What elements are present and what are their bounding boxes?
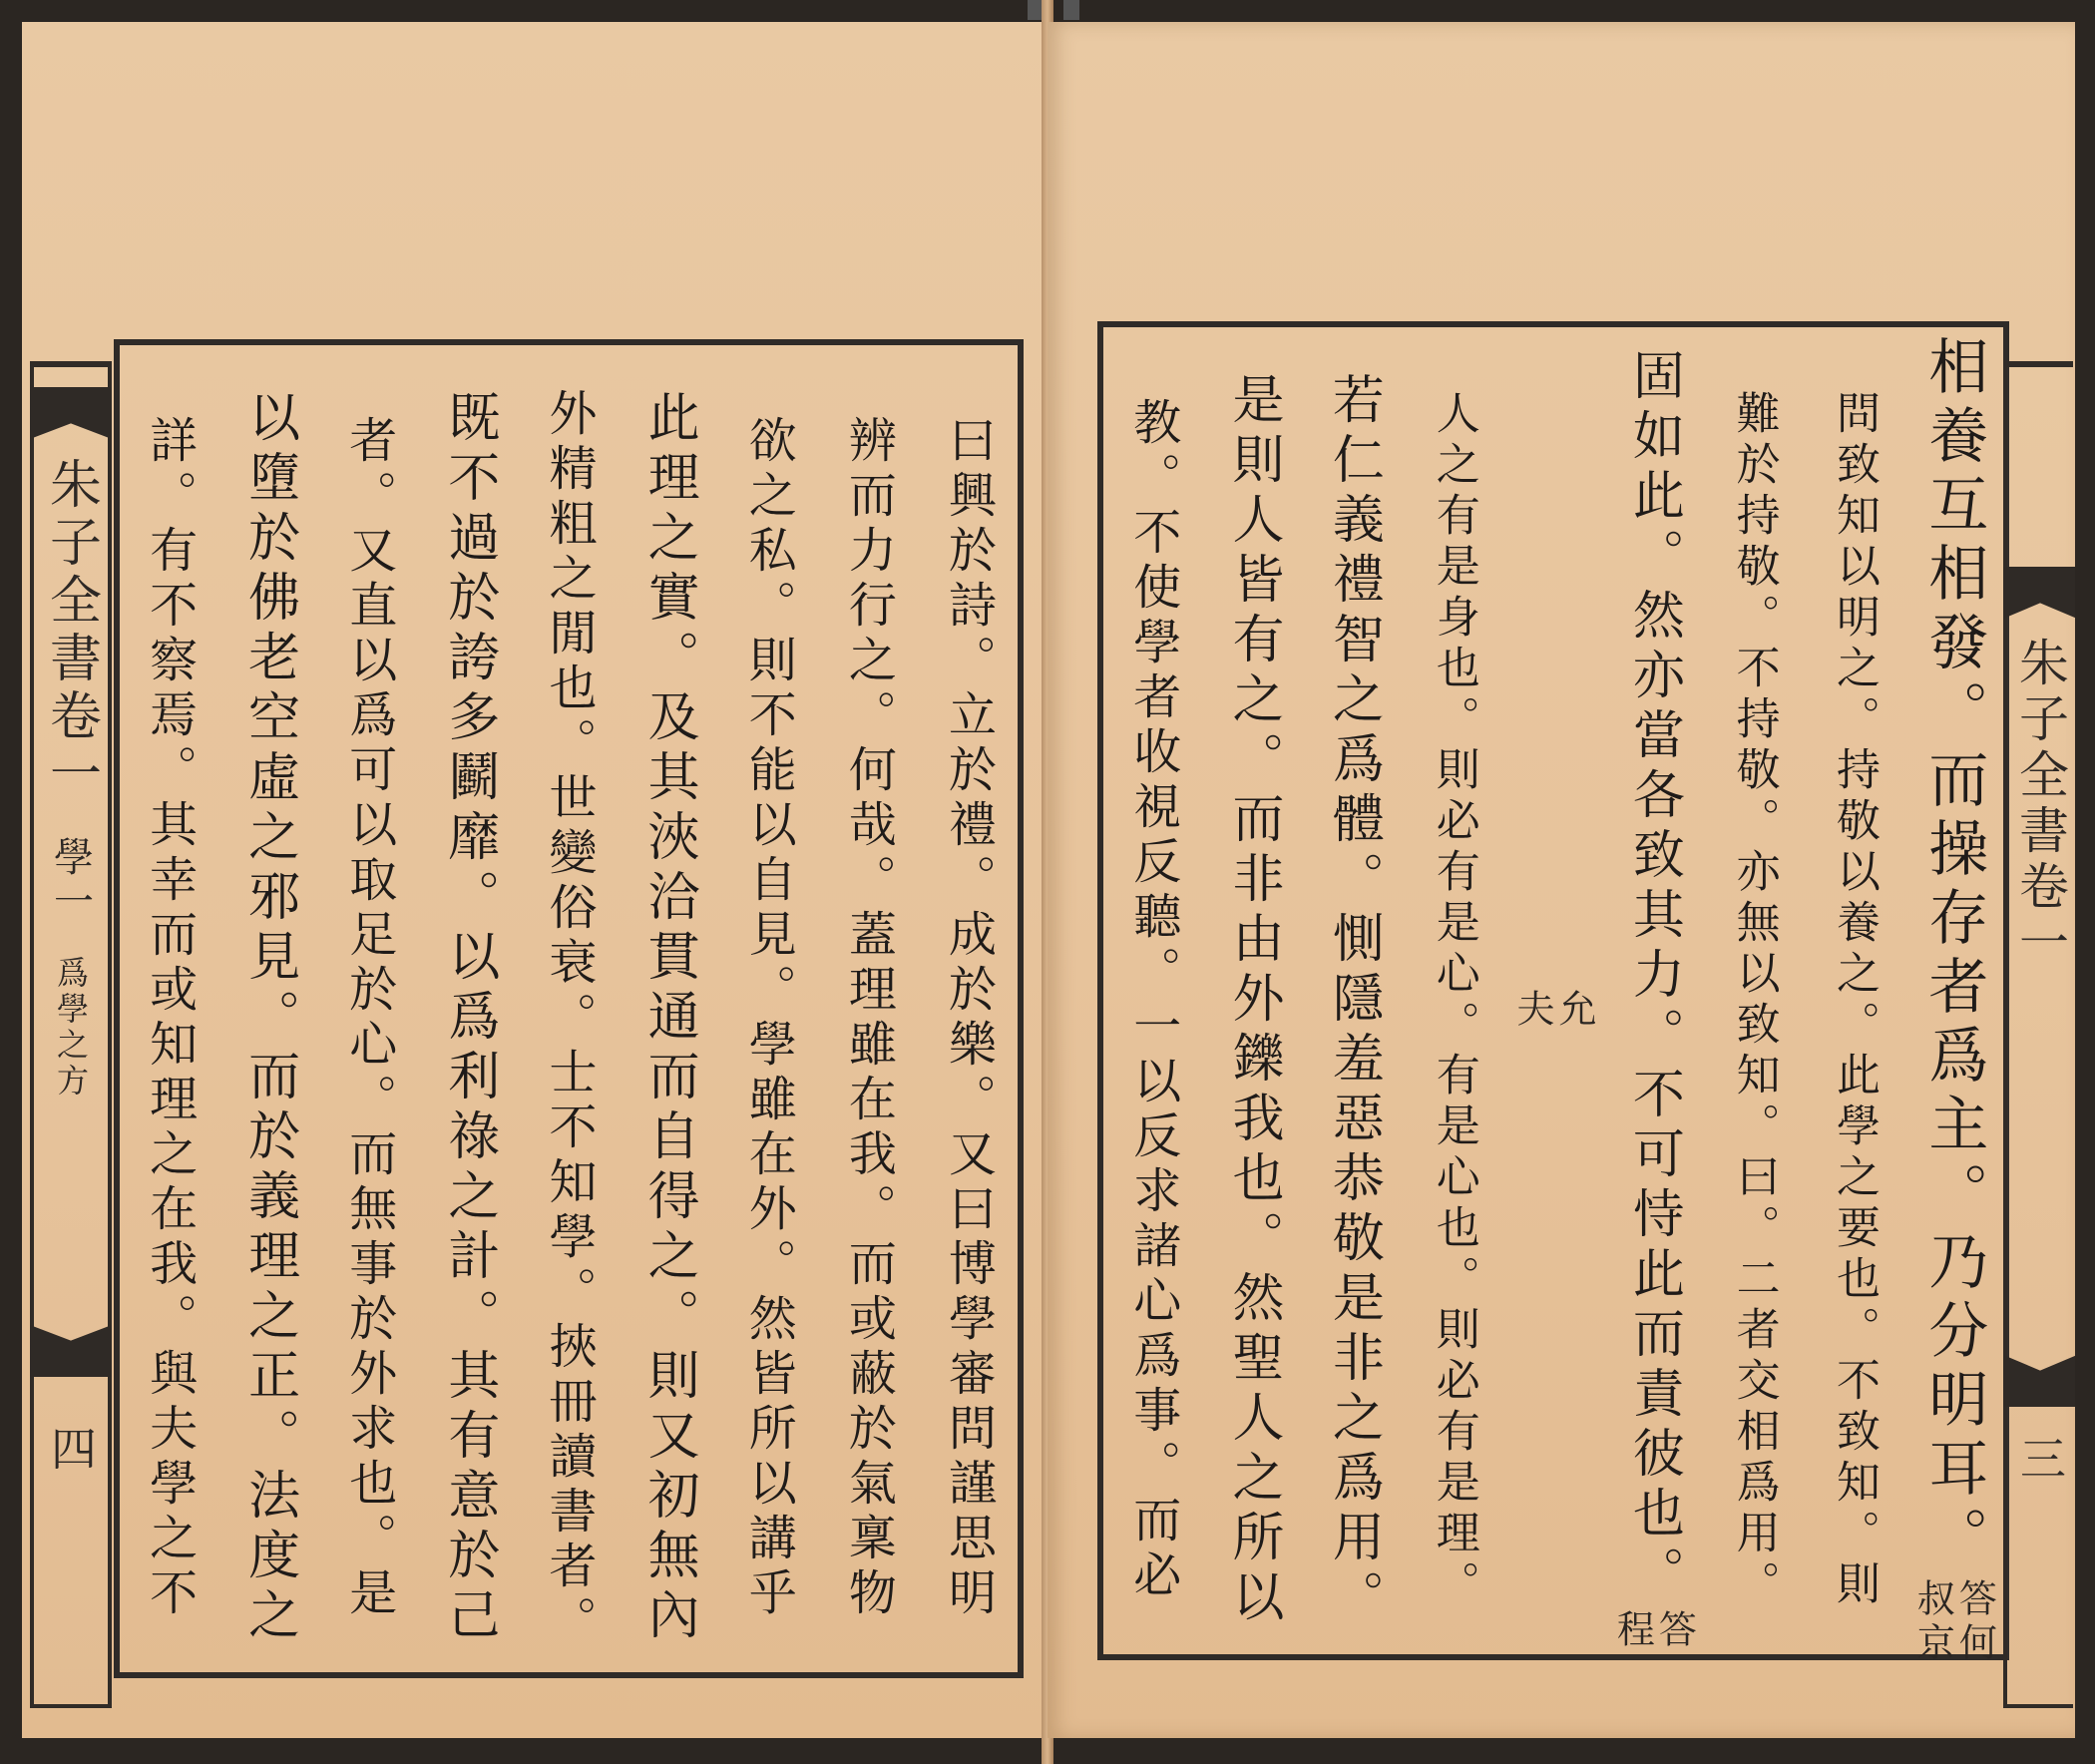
left-page — [22, 22, 1048, 1738]
interlinear-note — [1910, 1578, 1997, 1666]
text-column — [519, 345, 619, 1672]
note-line: 程 — [1610, 1609, 1655, 1653]
left-text-frame — [114, 339, 1024, 1678]
note-line: 答 — [1652, 1609, 1697, 1653]
fish-tail-mark-bottom — [2003, 1355, 2075, 1407]
column-text: 難於持敬。不持敬。亦無以致知。曰。二者交相爲用。 — [1728, 390, 1780, 1611]
column-text: 既不過於誇多鬬靡。以爲利祿之計。其有意於己 — [438, 390, 499, 1647]
note-line: 叔京 — [1910, 1578, 1955, 1666]
text-column — [219, 345, 319, 1672]
column-text: 詳。有不察焉。其幸而或知理之在我。與夫學之不 — [141, 415, 198, 1622]
text-column — [1203, 327, 1303, 1654]
fish-tail-mark-bottom — [30, 1325, 112, 1377]
note-line: 夫 — [1510, 989, 1555, 1033]
column-text: 是則人皆有之。而非由外鑠我也。然聖人之所以 — [1223, 372, 1284, 1629]
right-page — [1048, 22, 2075, 1738]
text-column — [919, 345, 1018, 1672]
right-text-frame — [1097, 321, 2009, 1666]
column-text: 此理之實。及其浹洽貫通而自得之。則又初無內 — [638, 390, 699, 1647]
column-text: 曰興於詩。立於禮。成於樂。又曰博學審問謹思明 — [940, 415, 997, 1622]
right-text-columns — [1103, 327, 2003, 1666]
text-column — [1404, 327, 1503, 1654]
margin-section: 學一 — [47, 836, 94, 924]
fish-tail-mark-top — [2003, 567, 2075, 619]
column-text: 相養互相發。而操存者爲主。乃分明耳。 — [1918, 335, 1989, 1574]
text-column — [1604, 327, 1704, 1654]
column-text: 欲之私。則不能以自見。學雖在外。然皆所以講乎 — [740, 415, 797, 1622]
column-text: 固如此。然亦當各致其力。不可恃此而責彼也。 — [1623, 348, 1684, 1605]
column-text: 問致知以明之。持敬以養之。此學之要也。不致知。則 — [1829, 390, 1880, 1611]
column-text: 以墮於佛老空虛之邪見。而於義理之正。法度之 — [238, 390, 299, 1647]
fish-tail-mark-top — [30, 387, 112, 439]
margin-folio: 三 — [2013, 1435, 2067, 1481]
interlinear-note — [1510, 989, 1597, 1033]
text-column — [1804, 327, 1903, 1654]
column-text: 外精粗之閒也。世變俗衰。士不知學。挾冊讀書者。 — [541, 387, 597, 1650]
interlinear-note — [1610, 1609, 1697, 1653]
note-line: 允 — [1552, 989, 1597, 1033]
text-column — [1103, 327, 1203, 1654]
margin-subsection: 爲學之方 — [52, 956, 90, 1100]
column-text: 者。又直以爲可以取足於心。而無事於外求也。是 — [340, 415, 397, 1622]
right-margin-strip — [2003, 361, 2073, 1708]
text-column — [1704, 327, 1804, 1654]
margin-book-title: 朱子全書卷一 — [2011, 637, 2069, 972]
column-text: 教。不使學者收視反聽。一以反求諸心爲事。而必 — [1124, 397, 1181, 1604]
column-text: 辨而力行之。何哉。蓋理雖在我。而或蔽於氣稟物 — [840, 415, 897, 1622]
column-text: 若仁義禮智之爲體。惻隱羞惡恭敬是非之爲用。 — [1323, 372, 1384, 1629]
margin-folio: 四 — [44, 1425, 98, 1471]
binding-thread-right — [1063, 0, 1079, 20]
text-column — [1304, 327, 1404, 1654]
left-margin-strip — [30, 361, 112, 1708]
text-column — [819, 345, 919, 1672]
text-column — [319, 345, 419, 1672]
text-column — [1904, 327, 2003, 1666]
margin-book-title: 朱子全書卷一 — [40, 457, 101, 804]
text-column — [719, 345, 819, 1672]
column-text: 人之有是身也。則必有是心。有是心也。則必有是理。 — [1428, 390, 1479, 1611]
left-text-columns — [120, 345, 1018, 1672]
text-column — [620, 345, 719, 1672]
note-line: 答何 — [1952, 1578, 1997, 1666]
text-column — [419, 345, 519, 1672]
text-column — [120, 345, 219, 1672]
text-column — [1503, 327, 1603, 1654]
